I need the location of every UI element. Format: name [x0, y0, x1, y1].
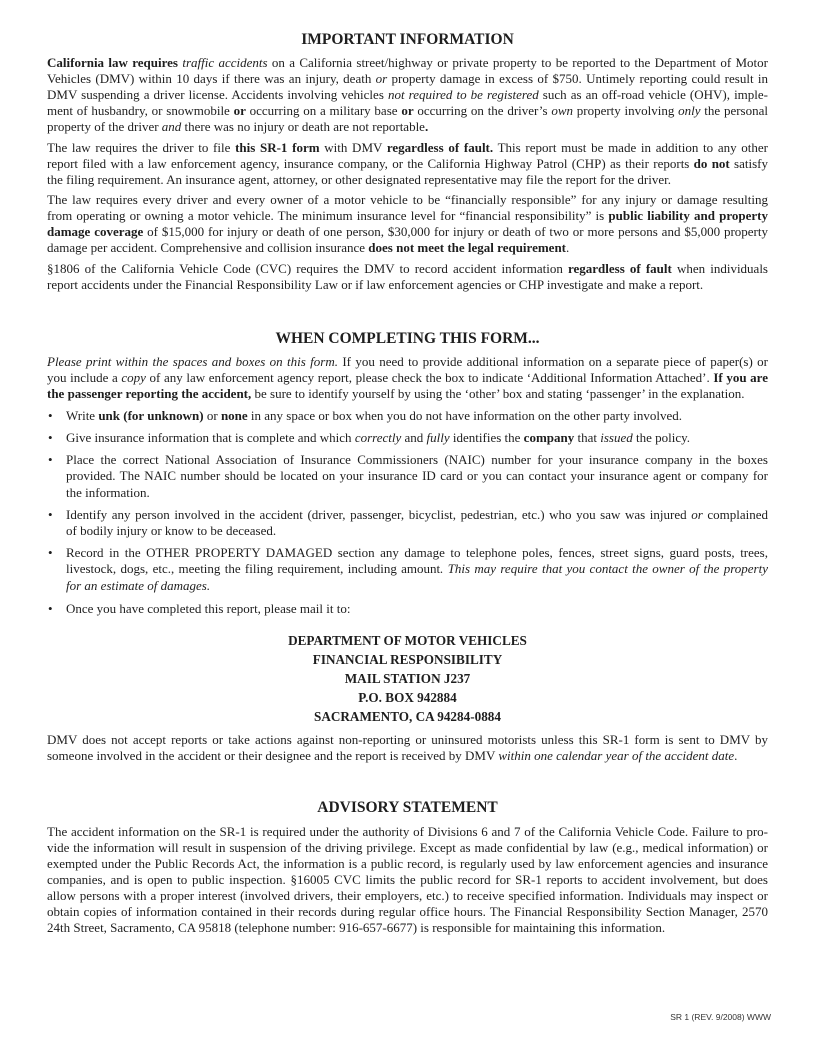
text-run: someone involved in the accident or their designee and the report is received by DMV: [47, 748, 499, 763]
bold-text: do not: [693, 156, 730, 171]
text-run: property of the driver: [47, 119, 162, 134]
paragraph: [47, 55, 768, 135]
bold-text: unk (for unknown): [98, 407, 204, 423]
text-line: [47, 119, 768, 135]
text-run: there was no injury or death are not reportable: [181, 119, 425, 134]
text-line: [47, 55, 768, 71]
paragraph: [47, 732, 768, 764]
text-run: the filing requirement. An insurance agent, attorney, or other designated representative may file the report for the driver.: [47, 172, 672, 187]
text-line: [47, 87, 768, 103]
paragraph: [47, 824, 768, 936]
bullet-text: [66, 430, 768, 447]
text-run: ment of husbandry, or snowmobile: [47, 103, 234, 118]
section-heading: WHEN COMPLETING THIS FORM...: [275, 330, 540, 347]
bullet-text: [66, 408, 768, 425]
text-run: allow persons with a proper interest (involved drivers, their employers, etc.) to receive specified information. Individuals may inspect or: [47, 888, 768, 903]
text-run: Place the correct National Association of Insurance Commissioners (NAIC) number for your insurance company in the boxes: [66, 451, 768, 467]
text-run: Give insurance information that is complete and which: [66, 429, 355, 445]
italic-text: . This may require that you contact the owner of the property: [440, 561, 768, 577]
bullet-text: [66, 545, 768, 595]
text-line: [47, 920, 768, 936]
text-run: Record in the OTHER PROPERTY DAMAGED section any damage to telephone poles, fences, street signs, guard posts, trees,: [66, 544, 768, 560]
text-run: Write: [66, 407, 99, 423]
text-line: [47, 261, 768, 277]
text-run: Vehicles (DMV) within 10 days if there was an injury, death: [47, 71, 376, 86]
italic-text: or: [691, 506, 703, 522]
italic-text: correctly: [354, 429, 402, 445]
text-line: [66, 452, 768, 469]
bullet-marker: •: [48, 600, 53, 616]
bold-text: the passenger reporting the accident,: [47, 386, 252, 401]
bold-text: California law requires: [47, 55, 183, 70]
text-run: of any law enforcement agency report, please check the box to indicate ‘Additional Information Attached’.: [145, 370, 714, 385]
section-heading: ADVISORY STATEMENT: [317, 799, 498, 816]
text-line: [47, 888, 768, 904]
italic-text: and: [161, 119, 182, 134]
text-run: with DMV: [319, 140, 387, 155]
bold-text: company: [523, 429, 575, 445]
text-run: 24th Street, Sacramento, CA 95818 (telephone number: 916-657-6677) is responsible for maintaining this information.: [47, 920, 666, 935]
text-run: vide the information will result in suspension of the driving privilege. Except as made confidential by law (e.g., medical information) or: [47, 840, 768, 855]
text-run: If you need to provide additional information on a separate piece of paper(s) or: [337, 354, 768, 369]
address-line: P.O. BOX 942884: [358, 689, 457, 705]
text-run: you include a: [47, 370, 122, 385]
text-line: [47, 172, 768, 188]
text-run: or: [203, 407, 221, 423]
text-line: [47, 208, 768, 224]
text-run: exempted under the Public Records Act, the information is a public record, is regularly used by law enforcement agencies and insurance: [47, 856, 768, 871]
text-run: on a California street/highway or private property to be reported to the Department of Motor: [267, 55, 769, 70]
text-line: [47, 386, 768, 402]
text-line: [47, 140, 768, 156]
address-line: SACRAMENTO, CA 94284-0884: [314, 708, 501, 724]
text-run: This report must be made in addition to any other: [493, 140, 768, 155]
text-run: such as an off-road vehicle (OHV), imple-: [538, 87, 769, 102]
text-run: livestock, dogs, etc., meeting the filing requirement, including amount: [66, 561, 441, 577]
paragraph: [47, 192, 768, 256]
italic-text: Please print within the spaces and boxes on this form.: [47, 354, 338, 369]
text-line: [47, 103, 768, 119]
text-run: property damage in excess of $750. Untimely reporting could result in: [387, 71, 769, 86]
text-run: The law requires every driver and every owner of a motor vehicle to be “financially responsible” for any injury or damage resulting: [47, 192, 768, 207]
text-run: in any space or box when you do not have information on the other party involved.: [247, 407, 682, 423]
text-line: [66, 578, 768, 595]
address-line: DEPARTMENT OF MOTOR VEHICLES: [288, 632, 527, 648]
paragraph: [47, 261, 768, 293]
text-run: when individuals: [671, 261, 768, 276]
text-run: The law requires the driver to file: [47, 140, 236, 155]
bold-text: regardless of fault: [567, 261, 672, 276]
text-run: occurring on the driver’s: [413, 103, 552, 118]
text-line: [66, 507, 768, 524]
bold-text: damage coverage: [47, 224, 144, 239]
text-line: [66, 561, 768, 578]
italic-text: issued: [600, 429, 633, 445]
text-line: [47, 732, 768, 748]
text-run: report accidents under the Financial Responsibility Law or if law enforcement agencies or CHP investigate and make a report.: [47, 277, 704, 292]
text-run: obtain copies of information contained in their records during regular office hours. The Financial Responsibility Section Manager, 2570: [47, 904, 768, 919]
mailing-address: [47, 631, 768, 726]
text-line: [47, 856, 768, 872]
text-line: [66, 430, 768, 447]
text-run: of $15,000 for injury or death of one person, $30,000 for injury or death of two or more persons and $5,000 property: [143, 224, 768, 239]
bullet-marker: •: [48, 506, 53, 522]
bullet-marker: •: [48, 451, 53, 467]
bold-text: regardless of fault.: [386, 140, 494, 155]
text-line: [47, 192, 768, 208]
text-run: §1806 of the California Vehicle Code (CVC) requires the DMV to record accident information: [47, 261, 568, 276]
text-run: DMV does not accept reports or take actions against non-reporting or uninsured motorists unless this SR-1 form is sent to DMV by: [47, 732, 768, 747]
text-run: property involving: [572, 103, 679, 118]
bullet-text: [66, 601, 768, 618]
text-run: occurring on a military base: [245, 103, 402, 118]
text-line: [66, 485, 768, 502]
paragraph: [47, 140, 768, 188]
bold-text: public liability and property: [608, 208, 768, 223]
text-line: [66, 601, 768, 618]
text-run: DMV suspending a driver license. Accidents involving vehicles: [47, 87, 388, 102]
text-run: provided. The NAIC number should be located on your insurance ID card or you can contact your insurance agent or company for: [66, 468, 768, 484]
italic-text: fully: [426, 429, 450, 445]
text-line: [66, 468, 768, 485]
text-run: of bodily injury or know to be deceased.: [66, 523, 277, 539]
text-line: [47, 240, 768, 256]
italic-text: within one calendar year of the accident date: [498, 748, 735, 763]
bullet-text: [66, 452, 768, 502]
bullet-marker: •: [48, 407, 53, 423]
text-line: [47, 824, 768, 840]
text-line: [47, 224, 768, 240]
bold-text: or: [233, 103, 246, 118]
italic-text: copy: [121, 370, 146, 385]
text-run: .: [566, 240, 570, 255]
text-run: be sure to identify yourself by using the ‘other’ box and stating ‘passenger’ in the explanation.: [251, 386, 745, 401]
text-line: [66, 408, 768, 425]
italic-text: or: [375, 71, 388, 86]
bold-text: .: [424, 119, 429, 134]
italic-text: for an estimate of damages.: [66, 578, 211, 594]
italic-text: not required to be registered: [387, 87, 539, 102]
text-run: Identify any person involved in the accident (driver, passenger, bicyclist, pedestrian, etc.) who you saw was injured: [66, 506, 692, 522]
bold-text: If you are: [713, 370, 768, 385]
text-run: .: [734, 748, 738, 763]
text-line: [47, 277, 768, 293]
text-line: [47, 748, 768, 764]
text-line: [47, 840, 768, 856]
text-run: identifies the: [449, 429, 524, 445]
text-line: [47, 904, 768, 920]
bold-text: none: [220, 407, 248, 423]
form-revision-code: SR 1 (REV. 9/2008) WWW: [670, 1012, 771, 1022]
section-heading: IMPORTANT INFORMATION: [301, 31, 514, 48]
text-run: complained: [702, 506, 768, 522]
text-run: the policy.: [632, 429, 691, 445]
text-run: damage per accident. Comprehensive and collision insurance: [47, 240, 369, 255]
text-line: [66, 523, 768, 540]
text-run: the information.: [66, 485, 150, 501]
address-line: MAIL STATION J237: [344, 670, 471, 686]
text-run: report filed with a law enforcement agency, insurance company, or the California Highway Patrol (CHP) as their reports: [47, 156, 694, 171]
text-line: [47, 872, 768, 888]
text-run: and: [401, 429, 427, 445]
text-line: [47, 71, 768, 87]
text-run: companies, and is open to public inspection. §16005 CVC limits the public record for SR-1 reports to accident involvement, but does: [47, 872, 768, 887]
bullet-marker: •: [48, 429, 53, 445]
text-run: Once you have completed this report, please mail it to:: [66, 600, 351, 616]
text-line: [66, 545, 768, 562]
italic-text: own: [551, 103, 573, 118]
paragraph: [47, 354, 768, 402]
italic-text: only: [678, 103, 701, 118]
bold-text: does not meet the legal requirement: [368, 240, 567, 255]
italic-text: traffic accidents: [182, 55, 268, 70]
text-line: [47, 354, 768, 370]
bold-text: or: [401, 103, 414, 118]
text-run: that: [574, 429, 601, 445]
text-line: [47, 156, 768, 172]
bullet-text: [66, 507, 768, 540]
text-run: the personal: [700, 103, 768, 118]
text-run: from operating or owning a motor vehicle. The minimum insurance level for “financial responsibility” is: [47, 208, 609, 223]
text-line: [47, 370, 768, 386]
bullet-marker: •: [48, 544, 53, 560]
text-run: The accident information on the SR-1 is required under the authority of Divisions 6 and 7 of the California Vehicle Code. Failure to pro-: [47, 824, 768, 839]
bold-text: this SR-1 form: [235, 140, 320, 155]
text-run: satisfy: [729, 156, 768, 171]
address-line: FINANCIAL RESPONSIBILITY: [312, 651, 503, 667]
